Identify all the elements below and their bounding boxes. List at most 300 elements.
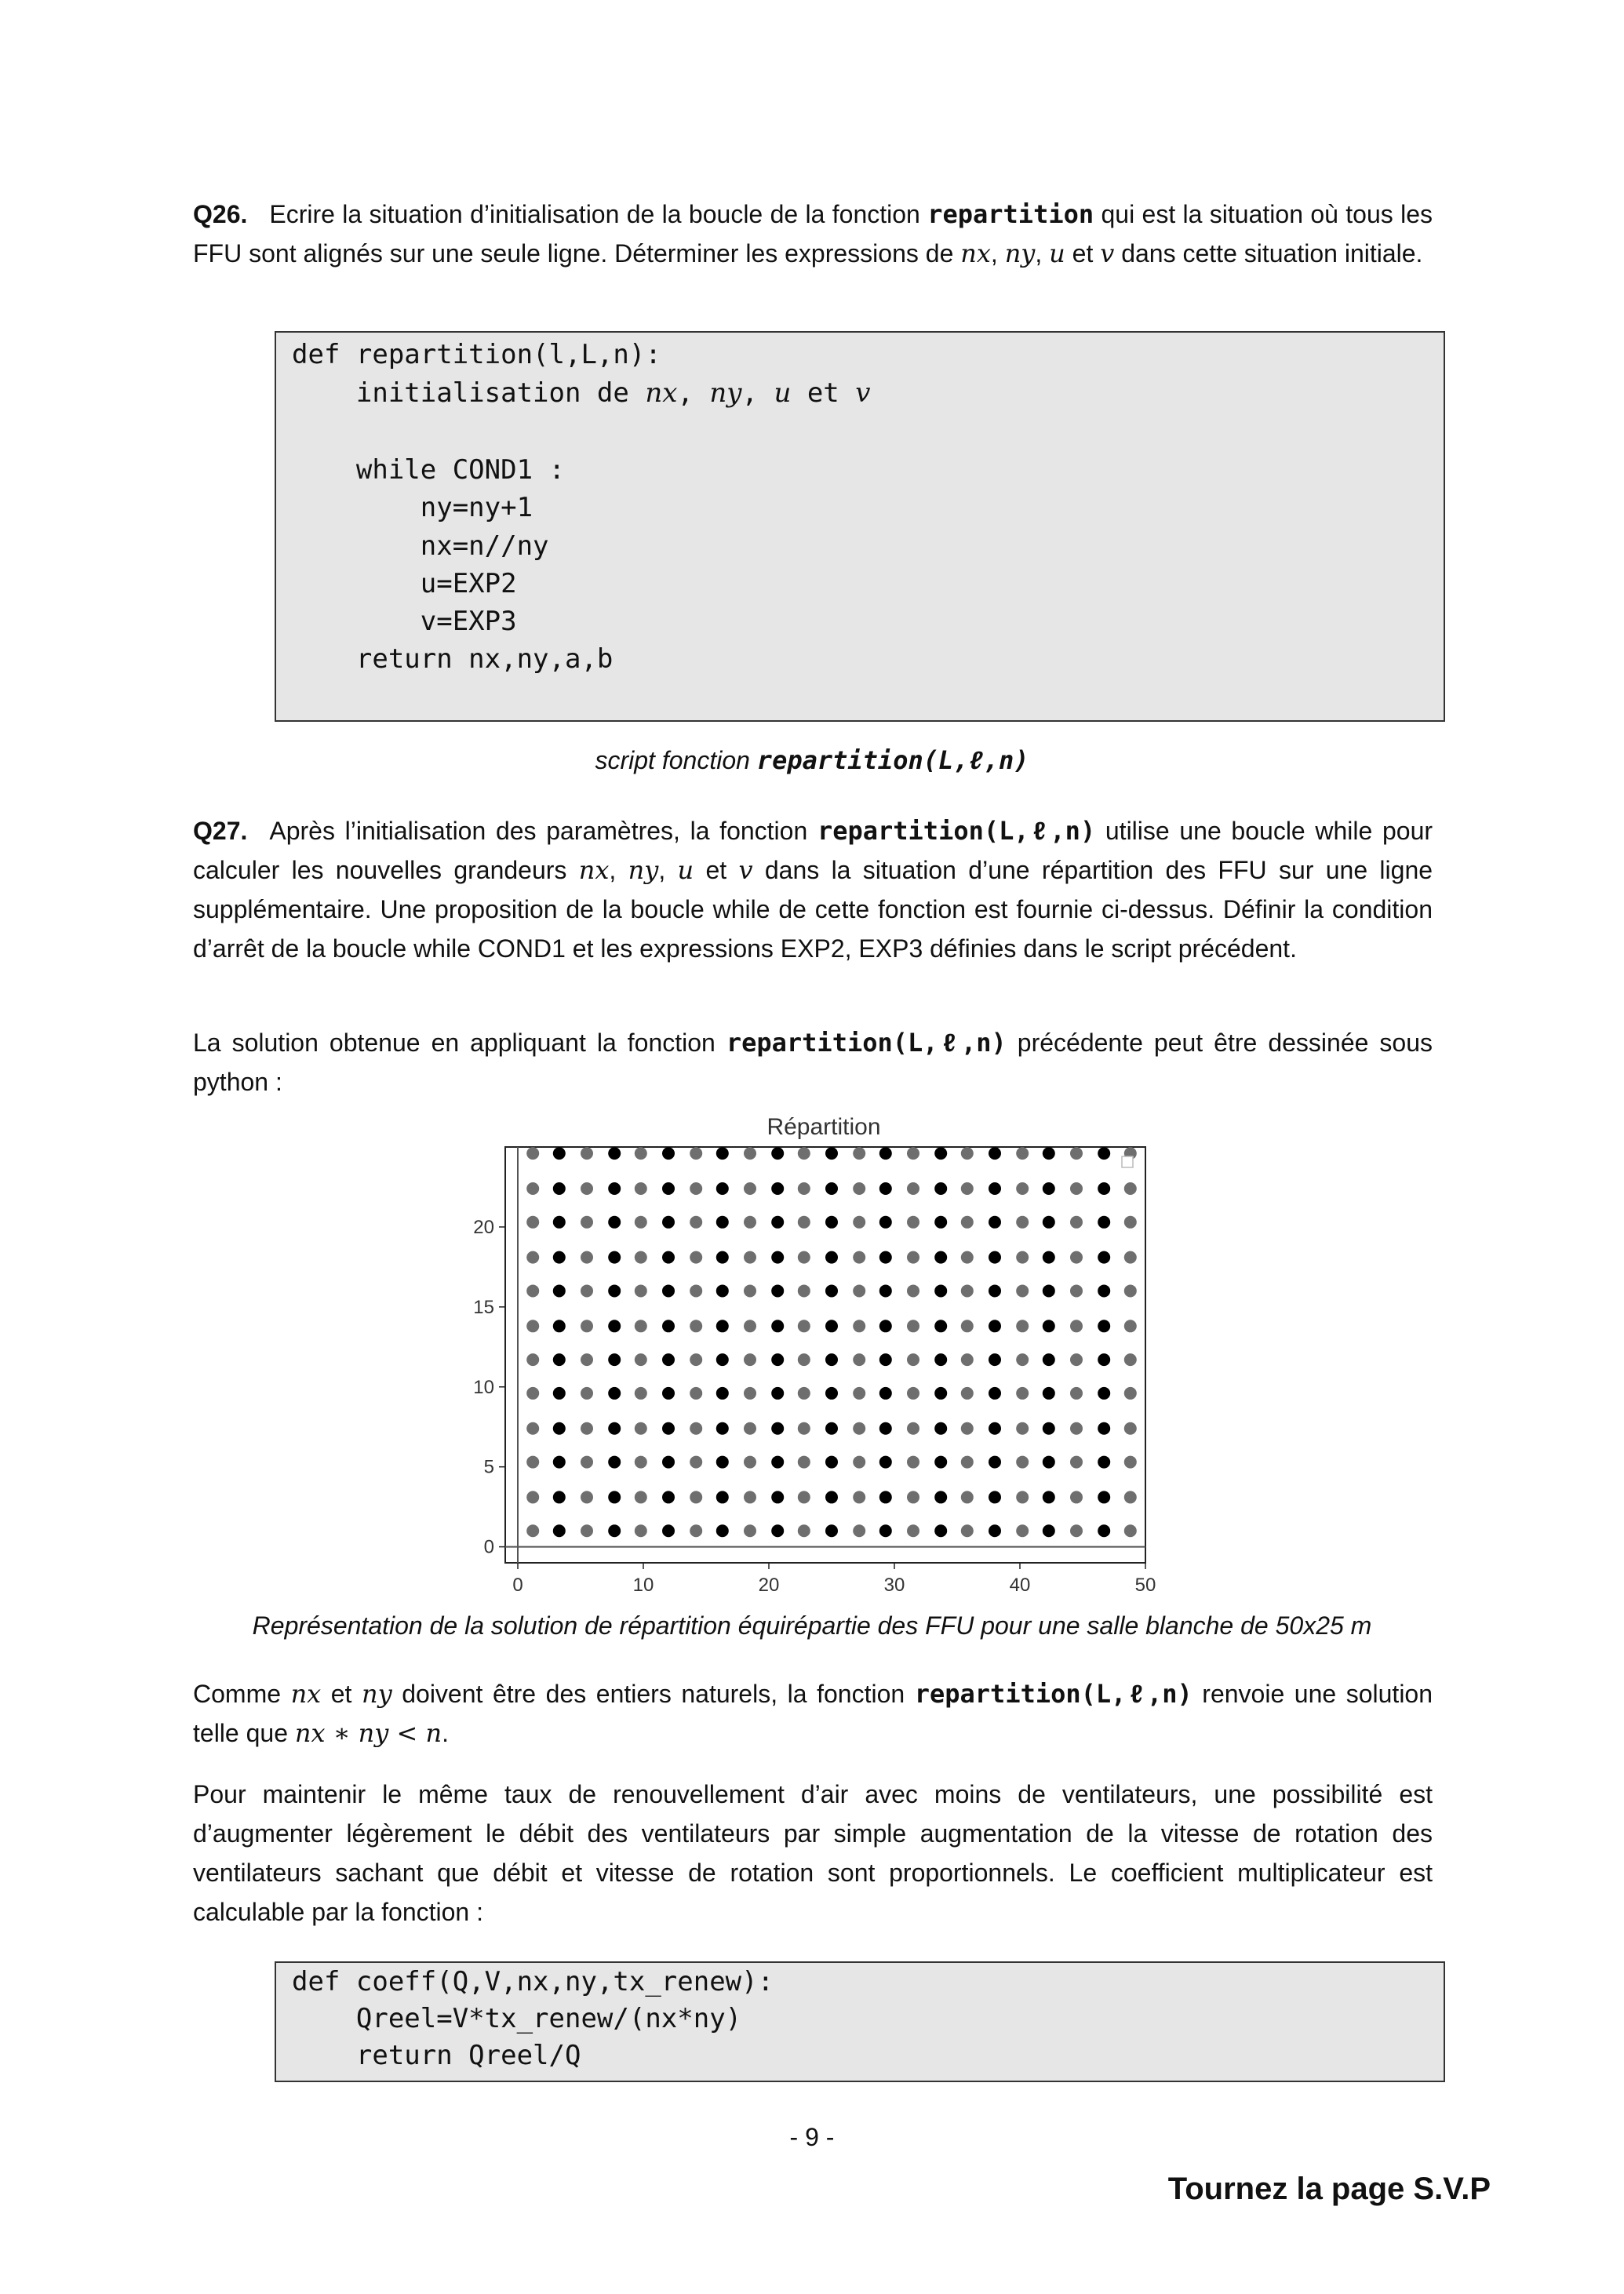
- data-point: [716, 1251, 729, 1264]
- legend-marker: [1122, 1156, 1133, 1167]
- data-point: [608, 1320, 621, 1332]
- data-point: [1098, 1284, 1110, 1297]
- data-point: [716, 1182, 729, 1195]
- data-point: [690, 1147, 702, 1160]
- data-point: [526, 1353, 539, 1366]
- data-point: [1098, 1182, 1110, 1195]
- data-point: [608, 1524, 621, 1537]
- data-point: [771, 1524, 784, 1537]
- data-point: [1016, 1320, 1029, 1332]
- data-point: [879, 1147, 892, 1160]
- question-26: Q26. Ecrire la situation d’initialisation de la boucle de la fonction repartition qui est la situation où tous les FFU sont alignés sur une seule ligne. Déterminer les expressions de nx, ny, u et v dans cette situation initiale.: [193, 199, 1433, 268]
- data-point: [526, 1216, 539, 1229]
- data-point: [608, 1284, 621, 1297]
- data-point: [744, 1216, 756, 1229]
- figure-caption: Représentation de la solution de répartition équirépartie des FFU pour une salle blanche de 50x25 m: [252, 1611, 1372, 1640]
- data-point: [907, 1182, 919, 1195]
- data-point: [608, 1353, 621, 1366]
- data-point: [716, 1147, 729, 1160]
- data-point: [581, 1353, 593, 1366]
- data-point: [608, 1251, 621, 1264]
- data-point: [879, 1456, 892, 1469]
- data-point: [553, 1182, 566, 1195]
- data-point: [961, 1320, 974, 1332]
- data-point: [1043, 1353, 1055, 1366]
- data-point: [989, 1216, 1001, 1229]
- data-point: [553, 1422, 566, 1435]
- data-point: [989, 1456, 1001, 1469]
- data-point: [608, 1422, 621, 1435]
- data-point: [907, 1422, 919, 1435]
- data-point: [1043, 1320, 1055, 1332]
- data-point: [690, 1320, 702, 1332]
- data-point: [662, 1216, 675, 1229]
- data-point: [1070, 1284, 1083, 1297]
- data-point: [1124, 1422, 1137, 1435]
- data-point: [690, 1251, 702, 1264]
- data-point: [553, 1284, 566, 1297]
- data-point: [771, 1284, 784, 1297]
- data-point: [907, 1491, 919, 1503]
- code-line: Qreel=V*tx_renew/(nx*ny): [292, 2003, 742, 2034]
- data-point: [853, 1147, 865, 1160]
- data-point: [1098, 1320, 1110, 1332]
- data-point: [798, 1284, 810, 1297]
- data-point: [744, 1182, 756, 1195]
- data-point: [853, 1320, 865, 1332]
- data-point: [1043, 1456, 1055, 1469]
- data-point: [581, 1456, 593, 1469]
- data-point: [635, 1182, 647, 1195]
- data-point: [690, 1387, 702, 1400]
- data-point: [961, 1422, 974, 1435]
- data-point: [961, 1387, 974, 1400]
- data-point: [608, 1147, 621, 1160]
- question-27-label: Q27.: [193, 817, 248, 845]
- comme-paragraph: Comme nx et ny doivent être des entiers naturels, la fonction repartition(L,ℓ,n) renvoie une solution telle que nx ∗ ny < n.: [193, 1679, 1433, 1748]
- x-tick-label: 30: [883, 1575, 905, 1596]
- data-point: [825, 1387, 838, 1400]
- data-point: [1070, 1182, 1083, 1195]
- data-point: [771, 1456, 784, 1469]
- data-point: [635, 1387, 647, 1400]
- data-point: [825, 1491, 838, 1503]
- data-point: [1043, 1251, 1055, 1264]
- data-point: [934, 1284, 947, 1297]
- data-point: [771, 1182, 784, 1195]
- y-tick-label: 15: [473, 1296, 494, 1318]
- x-tick-label: 40: [1009, 1575, 1031, 1596]
- data-point: [635, 1320, 647, 1332]
- data-point: [798, 1456, 810, 1469]
- data-point: [581, 1491, 593, 1503]
- data-point: [553, 1491, 566, 1503]
- data-point: [581, 1422, 593, 1435]
- data-point: [635, 1284, 647, 1297]
- y-tick-label: 10: [473, 1376, 494, 1398]
- data-point: [879, 1353, 892, 1366]
- data-point: [879, 1182, 892, 1195]
- data-point: [853, 1216, 865, 1229]
- data-point: [1016, 1524, 1029, 1537]
- data-point: [1043, 1491, 1055, 1503]
- data-point: [907, 1387, 919, 1400]
- data-point: [744, 1284, 756, 1297]
- data-point: [798, 1182, 810, 1195]
- data-point: [608, 1456, 621, 1469]
- data-point: [989, 1147, 1001, 1160]
- data-point: [1070, 1456, 1083, 1469]
- data-point: [879, 1284, 892, 1297]
- data-point: [798, 1491, 810, 1503]
- data-point: [1070, 1216, 1083, 1229]
- data-point: [526, 1284, 539, 1297]
- code-line: v=EXP3: [292, 606, 517, 637]
- data-point: [581, 1182, 593, 1195]
- data-point: [1098, 1387, 1110, 1400]
- data-point: [1124, 1284, 1137, 1297]
- data-point: [961, 1147, 974, 1160]
- data-point: [1016, 1387, 1029, 1400]
- data-point: [635, 1524, 647, 1537]
- data-point: [662, 1422, 675, 1435]
- data-point: [1016, 1422, 1029, 1435]
- code-line: nx=n//ny: [292, 530, 549, 562]
- data-point: [744, 1353, 756, 1366]
- data-point: [1124, 1491, 1137, 1503]
- data-point: [879, 1320, 892, 1332]
- data-point: [1043, 1147, 1055, 1160]
- code-line: while COND1 :: [292, 454, 565, 486]
- data-point: [934, 1147, 947, 1160]
- data-point: [1070, 1147, 1083, 1160]
- data-point: [1043, 1182, 1055, 1195]
- data-point: [825, 1284, 838, 1297]
- question-26-label: Q26.: [193, 200, 248, 228]
- x-tick-label: 20: [758, 1575, 780, 1596]
- data-point: [907, 1147, 919, 1160]
- data-point: [907, 1353, 919, 1366]
- data-point: [798, 1387, 810, 1400]
- data-point: [1098, 1216, 1110, 1229]
- data-point: [1124, 1320, 1137, 1332]
- data-point: [1098, 1353, 1110, 1366]
- data-point: [1043, 1216, 1055, 1229]
- data-point: [989, 1353, 1001, 1366]
- data-point: [934, 1387, 947, 1400]
- data-point: [744, 1524, 756, 1537]
- data-point: [989, 1422, 1001, 1435]
- data-point: [581, 1320, 593, 1332]
- y-tick-label: 5: [483, 1456, 494, 1478]
- data-point: [934, 1524, 947, 1537]
- data-point: [635, 1422, 647, 1435]
- maintenir-paragraph: Pour maintenir le même taux de renouvellement d’air avec moins de ventilateurs, une possibilité est d’augmenter légèrement le débit des ventilateurs par simple augmentation de la vitesse de rotation des ventilateurs sachant que débit et vitesse de rotation sont proportionnels. Le coefficient multiplicateur est calculable par la fonction :: [193, 1780, 1433, 1926]
- data-point: [825, 1422, 838, 1435]
- data-point: [744, 1456, 756, 1469]
- data-point: [1124, 1456, 1137, 1469]
- y-tick-label: 20: [473, 1216, 494, 1238]
- data-point: [934, 1456, 947, 1469]
- code-block-coeff: [275, 1961, 1445, 2082]
- data-point: [1098, 1251, 1110, 1264]
- data-point: [526, 1422, 539, 1435]
- data-point: [526, 1387, 539, 1400]
- data-point: [1016, 1491, 1029, 1503]
- data-point: [716, 1216, 729, 1229]
- data-point: [716, 1524, 729, 1537]
- data-point: [825, 1353, 838, 1366]
- data-point: [581, 1284, 593, 1297]
- data-point: [553, 1387, 566, 1400]
- data-point: [553, 1353, 566, 1366]
- x-tick-label: 0: [512, 1575, 523, 1596]
- data-point: [934, 1353, 947, 1366]
- y-tick-label: 0: [483, 1536, 494, 1558]
- data-point: [608, 1182, 621, 1195]
- data-point: [798, 1353, 810, 1366]
- code-line: initialisation de nx, ny, u et v: [292, 377, 871, 409]
- data-point: [798, 1320, 810, 1332]
- data-point: [1124, 1353, 1137, 1366]
- data-point: [581, 1147, 593, 1160]
- question-27: Q27. Après l’initialisation des paramètres, la fonction repartition(L,ℓ,n) utilise une boucle while pour calculer les nouvelles grandeurs nx, ny, u et v dans la situation d’une répartition des FFU sur une ligne supplémentaire. Une proposition de la boucle while de cette fonction est fournie ci-dessus. Définir la condition d’arrêt de la boucle while COND1 et les expressions EXP2, EXP3 définies dans le script précédent.: [193, 816, 1433, 963]
- data-point: [526, 1456, 539, 1469]
- data-point: [1124, 1387, 1137, 1400]
- data-point: [553, 1251, 566, 1264]
- data-point: [798, 1251, 810, 1264]
- data-point: [879, 1491, 892, 1503]
- data-point: [825, 1147, 838, 1160]
- code-line: u=EXP2: [292, 568, 517, 599]
- data-point: [961, 1353, 974, 1366]
- data-point: [771, 1147, 784, 1160]
- data-point: [907, 1456, 919, 1469]
- data-point: [853, 1456, 865, 1469]
- data-point: [716, 1422, 729, 1435]
- data-point: [608, 1216, 621, 1229]
- data-point: [526, 1251, 539, 1264]
- data-point: [608, 1387, 621, 1400]
- data-point: [1043, 1284, 1055, 1297]
- data-point: [989, 1251, 1001, 1264]
- data-point: [690, 1456, 702, 1469]
- code-block-repartition: [275, 331, 1445, 722]
- data-point: [635, 1456, 647, 1469]
- data-point: [581, 1251, 593, 1264]
- data-point: [553, 1320, 566, 1332]
- data-point: [581, 1387, 593, 1400]
- data-point: [879, 1216, 892, 1229]
- chart-title: Répartition: [766, 1114, 881, 1140]
- data-point: [1070, 1387, 1083, 1400]
- data-point: [853, 1387, 865, 1400]
- data-point: [1016, 1216, 1029, 1229]
- data-point: [771, 1320, 784, 1332]
- data-point: [1098, 1422, 1110, 1435]
- data-point: [635, 1216, 647, 1229]
- data-point: [934, 1491, 947, 1503]
- code-line: def coeff(Q,V,nx,ny,tx_renew):: [292, 1966, 774, 1997]
- data-point: [961, 1251, 974, 1264]
- data-point: [961, 1216, 974, 1229]
- data-point: [1043, 1422, 1055, 1435]
- data-point: [635, 1251, 647, 1264]
- data-point: [716, 1387, 729, 1400]
- data-point: [825, 1216, 838, 1229]
- data-point: [662, 1387, 675, 1400]
- data-point: [526, 1320, 539, 1332]
- data-point: [934, 1422, 947, 1435]
- data-point: [716, 1320, 729, 1332]
- data-point: [662, 1251, 675, 1264]
- data-point: [771, 1216, 784, 1229]
- code-line: return Qreel/Q: [292, 2040, 581, 2071]
- data-point: [907, 1251, 919, 1264]
- data-point: [553, 1456, 566, 1469]
- data-point: [1016, 1353, 1029, 1366]
- page-number: - 9 -: [789, 2123, 835, 2151]
- data-point: [690, 1216, 702, 1229]
- data-point: [526, 1491, 539, 1503]
- data-point: [853, 1284, 865, 1297]
- data-point: [934, 1251, 947, 1264]
- data-point: [989, 1182, 1001, 1195]
- data-point: [1124, 1251, 1137, 1264]
- data-point: [744, 1387, 756, 1400]
- data-point: [1043, 1524, 1055, 1537]
- data-point: [635, 1147, 647, 1160]
- data-point: [825, 1251, 838, 1264]
- data-point: [690, 1353, 702, 1366]
- data-point: [690, 1524, 702, 1537]
- data-point: [662, 1524, 675, 1537]
- data-point: [744, 1251, 756, 1264]
- data-point: [526, 1147, 539, 1160]
- data-point: [1043, 1387, 1055, 1400]
- data-point: [690, 1182, 702, 1195]
- data-point: [853, 1422, 865, 1435]
- data-point: [635, 1353, 647, 1366]
- data-point: [853, 1353, 865, 1366]
- data-point: [690, 1491, 702, 1503]
- data-point: [744, 1422, 756, 1435]
- code-line: def repartition(l,L,n):: [292, 339, 661, 370]
- code-line: return nx,ny,a,b: [292, 643, 614, 675]
- data-point: [798, 1524, 810, 1537]
- data-point: [853, 1182, 865, 1195]
- data-point: [1070, 1524, 1083, 1537]
- data-point: [1016, 1284, 1029, 1297]
- data-point: [798, 1147, 810, 1160]
- solution-paragraph: La solution obtenue en appliquant la fonction repartition(L,ℓ,n) précédente peut être dessinée sous python :: [193, 1028, 1433, 1096]
- data-point: [716, 1353, 729, 1366]
- data-point: [690, 1422, 702, 1435]
- data-point: [744, 1320, 756, 1332]
- data-point: [825, 1182, 838, 1195]
- data-point: [825, 1524, 838, 1537]
- data-point: [1070, 1353, 1083, 1366]
- data-point: [608, 1491, 621, 1503]
- data-point: [662, 1284, 675, 1297]
- data-point: [989, 1387, 1001, 1400]
- data-point: [662, 1491, 675, 1503]
- footer-turn-page: Tournez la page S.V.P: [1167, 2172, 1491, 2206]
- data-point: [879, 1524, 892, 1537]
- data-point: [961, 1284, 974, 1297]
- data-point: [853, 1251, 865, 1264]
- data-point: [744, 1491, 756, 1503]
- data-point: [1098, 1456, 1110, 1469]
- data-point: [553, 1524, 566, 1537]
- data-point: [716, 1284, 729, 1297]
- code-line: ny=ny+1: [292, 492, 533, 523]
- data-point: [1016, 1182, 1029, 1195]
- data-point: [934, 1320, 947, 1332]
- data-point: [1070, 1251, 1083, 1264]
- repartition-chart: [439, 1098, 1177, 1608]
- data-point: [1070, 1491, 1083, 1503]
- data-point: [771, 1422, 784, 1435]
- data-point: [771, 1353, 784, 1366]
- data-point: [798, 1216, 810, 1229]
- data-point: [1124, 1182, 1137, 1195]
- data-point: [771, 1491, 784, 1503]
- data-point: [553, 1147, 566, 1160]
- data-point: [1098, 1491, 1110, 1503]
- data-point: [934, 1216, 947, 1229]
- data-point: [744, 1147, 756, 1160]
- data-point: [635, 1491, 647, 1503]
- data-point: [1016, 1456, 1029, 1469]
- data-point: [1098, 1147, 1110, 1160]
- data-point: [879, 1387, 892, 1400]
- data-point: [907, 1320, 919, 1332]
- data-point: [526, 1524, 539, 1537]
- data-point: [989, 1491, 1001, 1503]
- data-point: [825, 1320, 838, 1332]
- data-point: [662, 1320, 675, 1332]
- data-point: [771, 1387, 784, 1400]
- data-point: [798, 1422, 810, 1435]
- data-point: [771, 1251, 784, 1264]
- data-point: [961, 1182, 974, 1195]
- data-point: [961, 1524, 974, 1537]
- data-point: [989, 1524, 1001, 1537]
- data-point: [1098, 1524, 1110, 1537]
- data-point: [934, 1182, 947, 1195]
- data-point: [853, 1524, 865, 1537]
- data-point: [716, 1456, 729, 1469]
- x-tick-label: 10: [632, 1575, 654, 1596]
- data-point: [690, 1284, 702, 1297]
- data-point: [1124, 1216, 1137, 1229]
- data-point: [907, 1284, 919, 1297]
- function-name: repartition: [927, 199, 1094, 229]
- data-point: [662, 1456, 675, 1469]
- data-point: [1124, 1524, 1137, 1537]
- data-point: [1070, 1320, 1083, 1332]
- data-point: [1016, 1147, 1029, 1160]
- data-point: [853, 1491, 865, 1503]
- data-point: [961, 1456, 974, 1469]
- data-point: [716, 1491, 729, 1503]
- data-point: [907, 1524, 919, 1537]
- code-caption: script fonction repartition(L,ℓ,n): [595, 745, 1029, 775]
- data-point: [879, 1422, 892, 1435]
- data-point: [907, 1216, 919, 1229]
- data-point: [581, 1524, 593, 1537]
